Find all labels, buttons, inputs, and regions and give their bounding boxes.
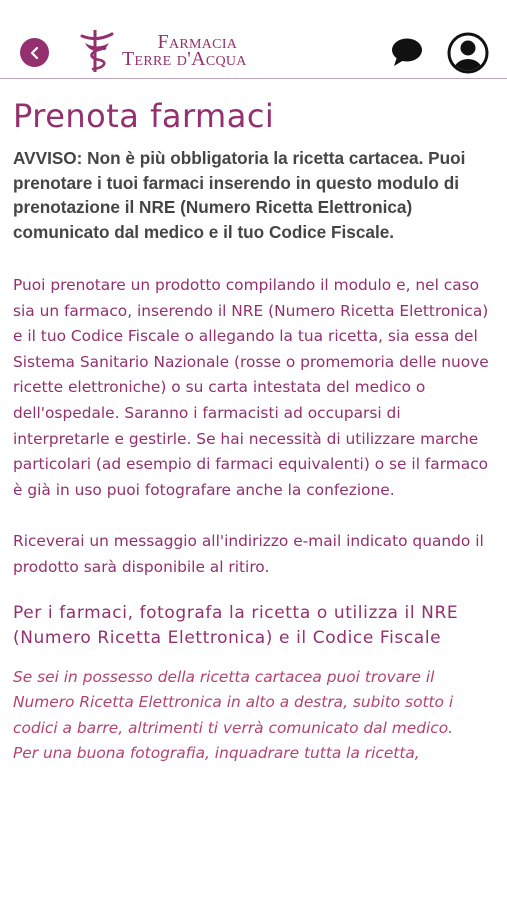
pharmacy-logo — [78, 28, 278, 74]
brand-line-1: Farmacia — [157, 31, 238, 53]
chat-button[interactable] — [390, 36, 424, 68]
instruction-italic-1: Se sei in possesso della ricetta cartacea puoi trovare il Numero Ricetta Elettronica in alto a destra, subito sotto i codici a barre, altrimenti ti verrà comunicato dal medico. — [13, 667, 454, 737]
notice-text: AVVISO: Non è più obbligatoria la ricetta cartacea. Puoi prenotare i tuoi farmaci inserendo in questo modulo di prenotazione il NRE (Numero Ricetta Elettronica) comunicato dal medico e il tuo Codice Fiscale. — [13, 148, 466, 242]
user-account-icon — [447, 32, 489, 74]
instruction-italic-2: Per una buona fotografia, inquadrare tutta la ricetta, — [13, 744, 420, 763]
page-title: Prenota farmaci — [13, 97, 275, 135]
chevron-left-icon — [29, 46, 41, 60]
section-subtitle: Per i farmaci, fotografa la ricetta o utilizza il NRE (Numero Ricetta Elettronica) e il Codice Fiscale — [13, 602, 459, 648]
intro-paragraph: Puoi prenotare un prodotto compilando il modulo e, nel caso sia un farmaco, inserendo il NRE (Numero Ricetta Elettronica) e il tuo Codice Fiscale o allegando la tua ricetta, sia essa del Sistema Sanitario Nazionale (rosse o promemoria delle nuove ricette elettroniche) o su carta intestata del medico o dell'ospedale. Saranno i farmacisti ad occuparsi di interpretarle e gestirle. Se hai necessità di utilizzare marche particolari (ad esempio di farmaci equivalenti) o se il farmaco è già in uso puoi fotografare anche la confezione. — [13, 276, 489, 499]
brand-name — [122, 31, 247, 70]
back-button[interactable] — [20, 38, 49, 67]
account-button[interactable] — [447, 32, 489, 74]
chat-bubble-icon — [390, 36, 424, 68]
brand-line-2: Terre d'Acqua — [122, 48, 247, 70]
app-header — [0, 0, 507, 79]
email-info-paragraph: Riceverai un messaggio all'indirizzo e-mail indicato quando il prodotto sarà disponibile al ritiro. — [13, 532, 484, 576]
main-content — [13, 78, 497, 767]
caduceus-icon — [78, 28, 116, 74]
